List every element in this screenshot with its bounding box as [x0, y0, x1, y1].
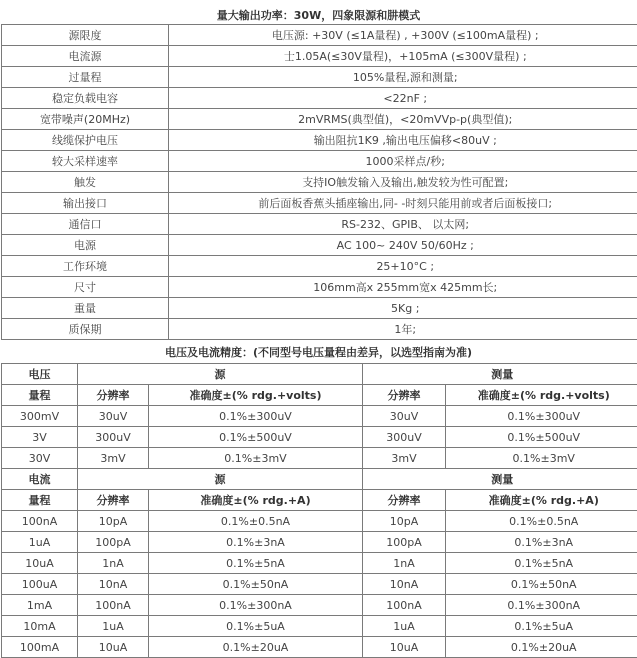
spec-value: 支持IO触发输入及输出,触发较为性可配置; — [169, 172, 637, 193]
measure-header: 测量 — [363, 364, 637, 385]
spec-value: 106mm高x 255mm宽x 425mm长; — [169, 277, 637, 298]
spec-value: 5Kg ; — [169, 298, 637, 319]
spec-value: AC 100~ 240V 50/60Hz ; — [169, 235, 637, 256]
spec-value: 前后面板香蕉头插座输出,同- -时刻只能用前或者后面板接口; — [169, 193, 637, 214]
source-header: 源 — [78, 469, 363, 490]
spec-row — [2, 172, 637, 193]
table-row — [2, 553, 637, 574]
spec-label: 质保期 — [2, 319, 169, 340]
spec-row — [2, 25, 637, 46]
table-cell: 1uA — [363, 616, 446, 637]
spec-row — [2, 130, 637, 151]
table-cell: 0.1%±3mV — [446, 448, 637, 469]
table-cell: 1nA — [78, 553, 149, 574]
spec-label: 过量程 — [2, 67, 169, 88]
table-row — [2, 637, 637, 658]
spec-row — [2, 109, 637, 130]
spec-label: 电流源 — [2, 46, 169, 67]
table-cell: 0.1%±5nA — [446, 553, 637, 574]
spec-label: 触发 — [2, 172, 169, 193]
spec-row — [2, 67, 637, 88]
column-header: 准确度±(% rdg.+A) — [446, 490, 637, 511]
table-row — [2, 427, 637, 448]
table-cell: 100nA — [363, 595, 446, 616]
spec-value: 士1.05A(≤30V量程)，+105mA (≤300V量程) ; — [169, 46, 637, 67]
table-row — [2, 574, 637, 595]
spec-value: 输出阻抗1K9 ,输出电压偏移<80uV ; — [169, 130, 637, 151]
table-cell: 0.1%±50nA — [446, 574, 637, 595]
spec-row — [2, 256, 637, 277]
table-row — [2, 511, 637, 532]
section-header-row — [2, 469, 637, 490]
spec-value: RS-232、GPIB、 以太网; — [169, 214, 637, 235]
table-cell: 10uA — [2, 553, 78, 574]
table-cell: 0.1%±5nA — [149, 553, 363, 574]
accuracy-table — [1, 363, 637, 658]
table-cell: 3V — [2, 427, 78, 448]
section-header-row — [2, 364, 637, 385]
spec-row — [2, 319, 637, 340]
table-cell: 0.1%±50nA — [149, 574, 363, 595]
spec-table-title: 量大输出功率：30W，四象限源和肼模式 — [0, 9, 637, 23]
table-cell: 0.1%±0.5nA — [446, 511, 637, 532]
table-cell: 100nA — [2, 511, 78, 532]
table-cell: 30V — [2, 448, 78, 469]
table-cell: 1uA — [2, 532, 78, 553]
table-cell: 0.1%±5uA — [149, 616, 363, 637]
spec-row — [2, 235, 637, 256]
spec-value: 1年; — [169, 319, 637, 340]
source-header: 源 — [78, 364, 363, 385]
table-cell: 0.1%±500uV — [446, 427, 637, 448]
spec-label: 源限度 — [2, 25, 169, 46]
spec-label: 重量 — [2, 298, 169, 319]
column-header: 量程 — [2, 385, 78, 406]
spec-label: 尺寸 — [2, 277, 169, 298]
column-header: 分辨率 — [78, 490, 149, 511]
table-cell: 0.1%±3mV — [149, 448, 363, 469]
table-cell: 100nA — [78, 595, 149, 616]
table-cell: 0.1%±300nA — [149, 595, 363, 616]
accuracy-table-title: 电压及电流精度：(不同型号电压量程由差异，以选型指南为准) — [0, 346, 637, 360]
table-cell: 100pA — [78, 532, 149, 553]
table-cell: 0.1%±0.5nA — [149, 511, 363, 532]
table-cell: 0.1%±20uA — [149, 637, 363, 658]
table-row — [2, 406, 637, 427]
table-cell: 1nA — [363, 553, 446, 574]
table-cell: 10nA — [78, 574, 149, 595]
spec-label: 电源 — [2, 235, 169, 256]
table-cell: 100pA — [363, 532, 446, 553]
table-row — [2, 448, 637, 469]
spec-value: 105%量程,源和测量; — [169, 67, 637, 88]
table-cell: 300uV — [78, 427, 149, 448]
spec-value: 电压源: +30V (≤1A量程) , +300V (≤100mA量程) ; — [169, 25, 637, 46]
table-cell: 0.1%±300uV — [149, 406, 363, 427]
table-cell: 10mA — [2, 616, 78, 637]
table-cell: 10uA — [363, 637, 446, 658]
table-cell: 10pA — [78, 511, 149, 532]
table-cell: 3mV — [78, 448, 149, 469]
table-cell: 10uA — [78, 637, 149, 658]
spec-label: 稳定负载电容 — [2, 88, 169, 109]
column-header: 分辨率 — [363, 385, 446, 406]
column-header-row — [2, 490, 637, 511]
spec-row — [2, 214, 637, 235]
spec-row — [2, 277, 637, 298]
table-cell: 100uA — [2, 574, 78, 595]
column-header: 量程 — [2, 490, 78, 511]
table-cell: 0.1%±3nA — [149, 532, 363, 553]
table-cell: 0.1%±20uA — [446, 637, 637, 658]
spec-table — [1, 24, 637, 340]
spec-value: 2mVRMS(典型值)，<20mVVp-p(典型值); — [169, 109, 637, 130]
spec-value: 25+10°C ; — [169, 256, 637, 277]
table-cell: 0.1%±300nA — [446, 595, 637, 616]
table-cell: 300uV — [363, 427, 446, 448]
spec-label: 工作环境 — [2, 256, 169, 277]
spec-label: 宽带噪声(20MHz) — [2, 109, 169, 130]
spec-value: <22nF ; — [169, 88, 637, 109]
table-cell: 0.1%±300uV — [446, 406, 637, 427]
spec-label: 较大采样速率 — [2, 151, 169, 172]
spec-value: 1000采样点/秒; — [169, 151, 637, 172]
spec-label: 通信口 — [2, 214, 169, 235]
section-label: 电压 — [2, 364, 78, 385]
spec-row — [2, 151, 637, 172]
spec-label: 线缆保护电压 — [2, 130, 169, 151]
table-cell: 10pA — [363, 511, 446, 532]
column-header: 分辨率 — [78, 385, 149, 406]
spec-label: 输出接口 — [2, 193, 169, 214]
column-header: 准确度±(% rdg.+volts) — [149, 385, 363, 406]
table-cell: 10nA — [363, 574, 446, 595]
spec-row — [2, 46, 637, 67]
table-cell: 1uA — [78, 616, 149, 637]
column-header-row — [2, 385, 637, 406]
table-cell: 300mV — [2, 406, 78, 427]
column-header: 准确度±(% rdg.+volts) — [446, 385, 637, 406]
table-cell: 0.1%±3nA — [446, 532, 637, 553]
table-cell: 1mA — [2, 595, 78, 616]
table-cell: 0.1%±500uV — [149, 427, 363, 448]
column-header: 准确度±(% rdg.+A) — [149, 490, 363, 511]
table-row — [2, 532, 637, 553]
measure-header: 测量 — [363, 469, 637, 490]
spec-row — [2, 88, 637, 109]
table-row — [2, 616, 637, 637]
table-row — [2, 595, 637, 616]
table-cell: 0.1%±5uA — [446, 616, 637, 637]
column-header: 分辨率 — [363, 490, 446, 511]
table-cell: 30uV — [363, 406, 446, 427]
spec-row — [2, 298, 637, 319]
spec-row — [2, 193, 637, 214]
table-cell: 30uV — [78, 406, 149, 427]
section-label: 电流 — [2, 469, 78, 490]
table-cell: 100mA — [2, 637, 78, 658]
table-cell: 3mV — [363, 448, 446, 469]
